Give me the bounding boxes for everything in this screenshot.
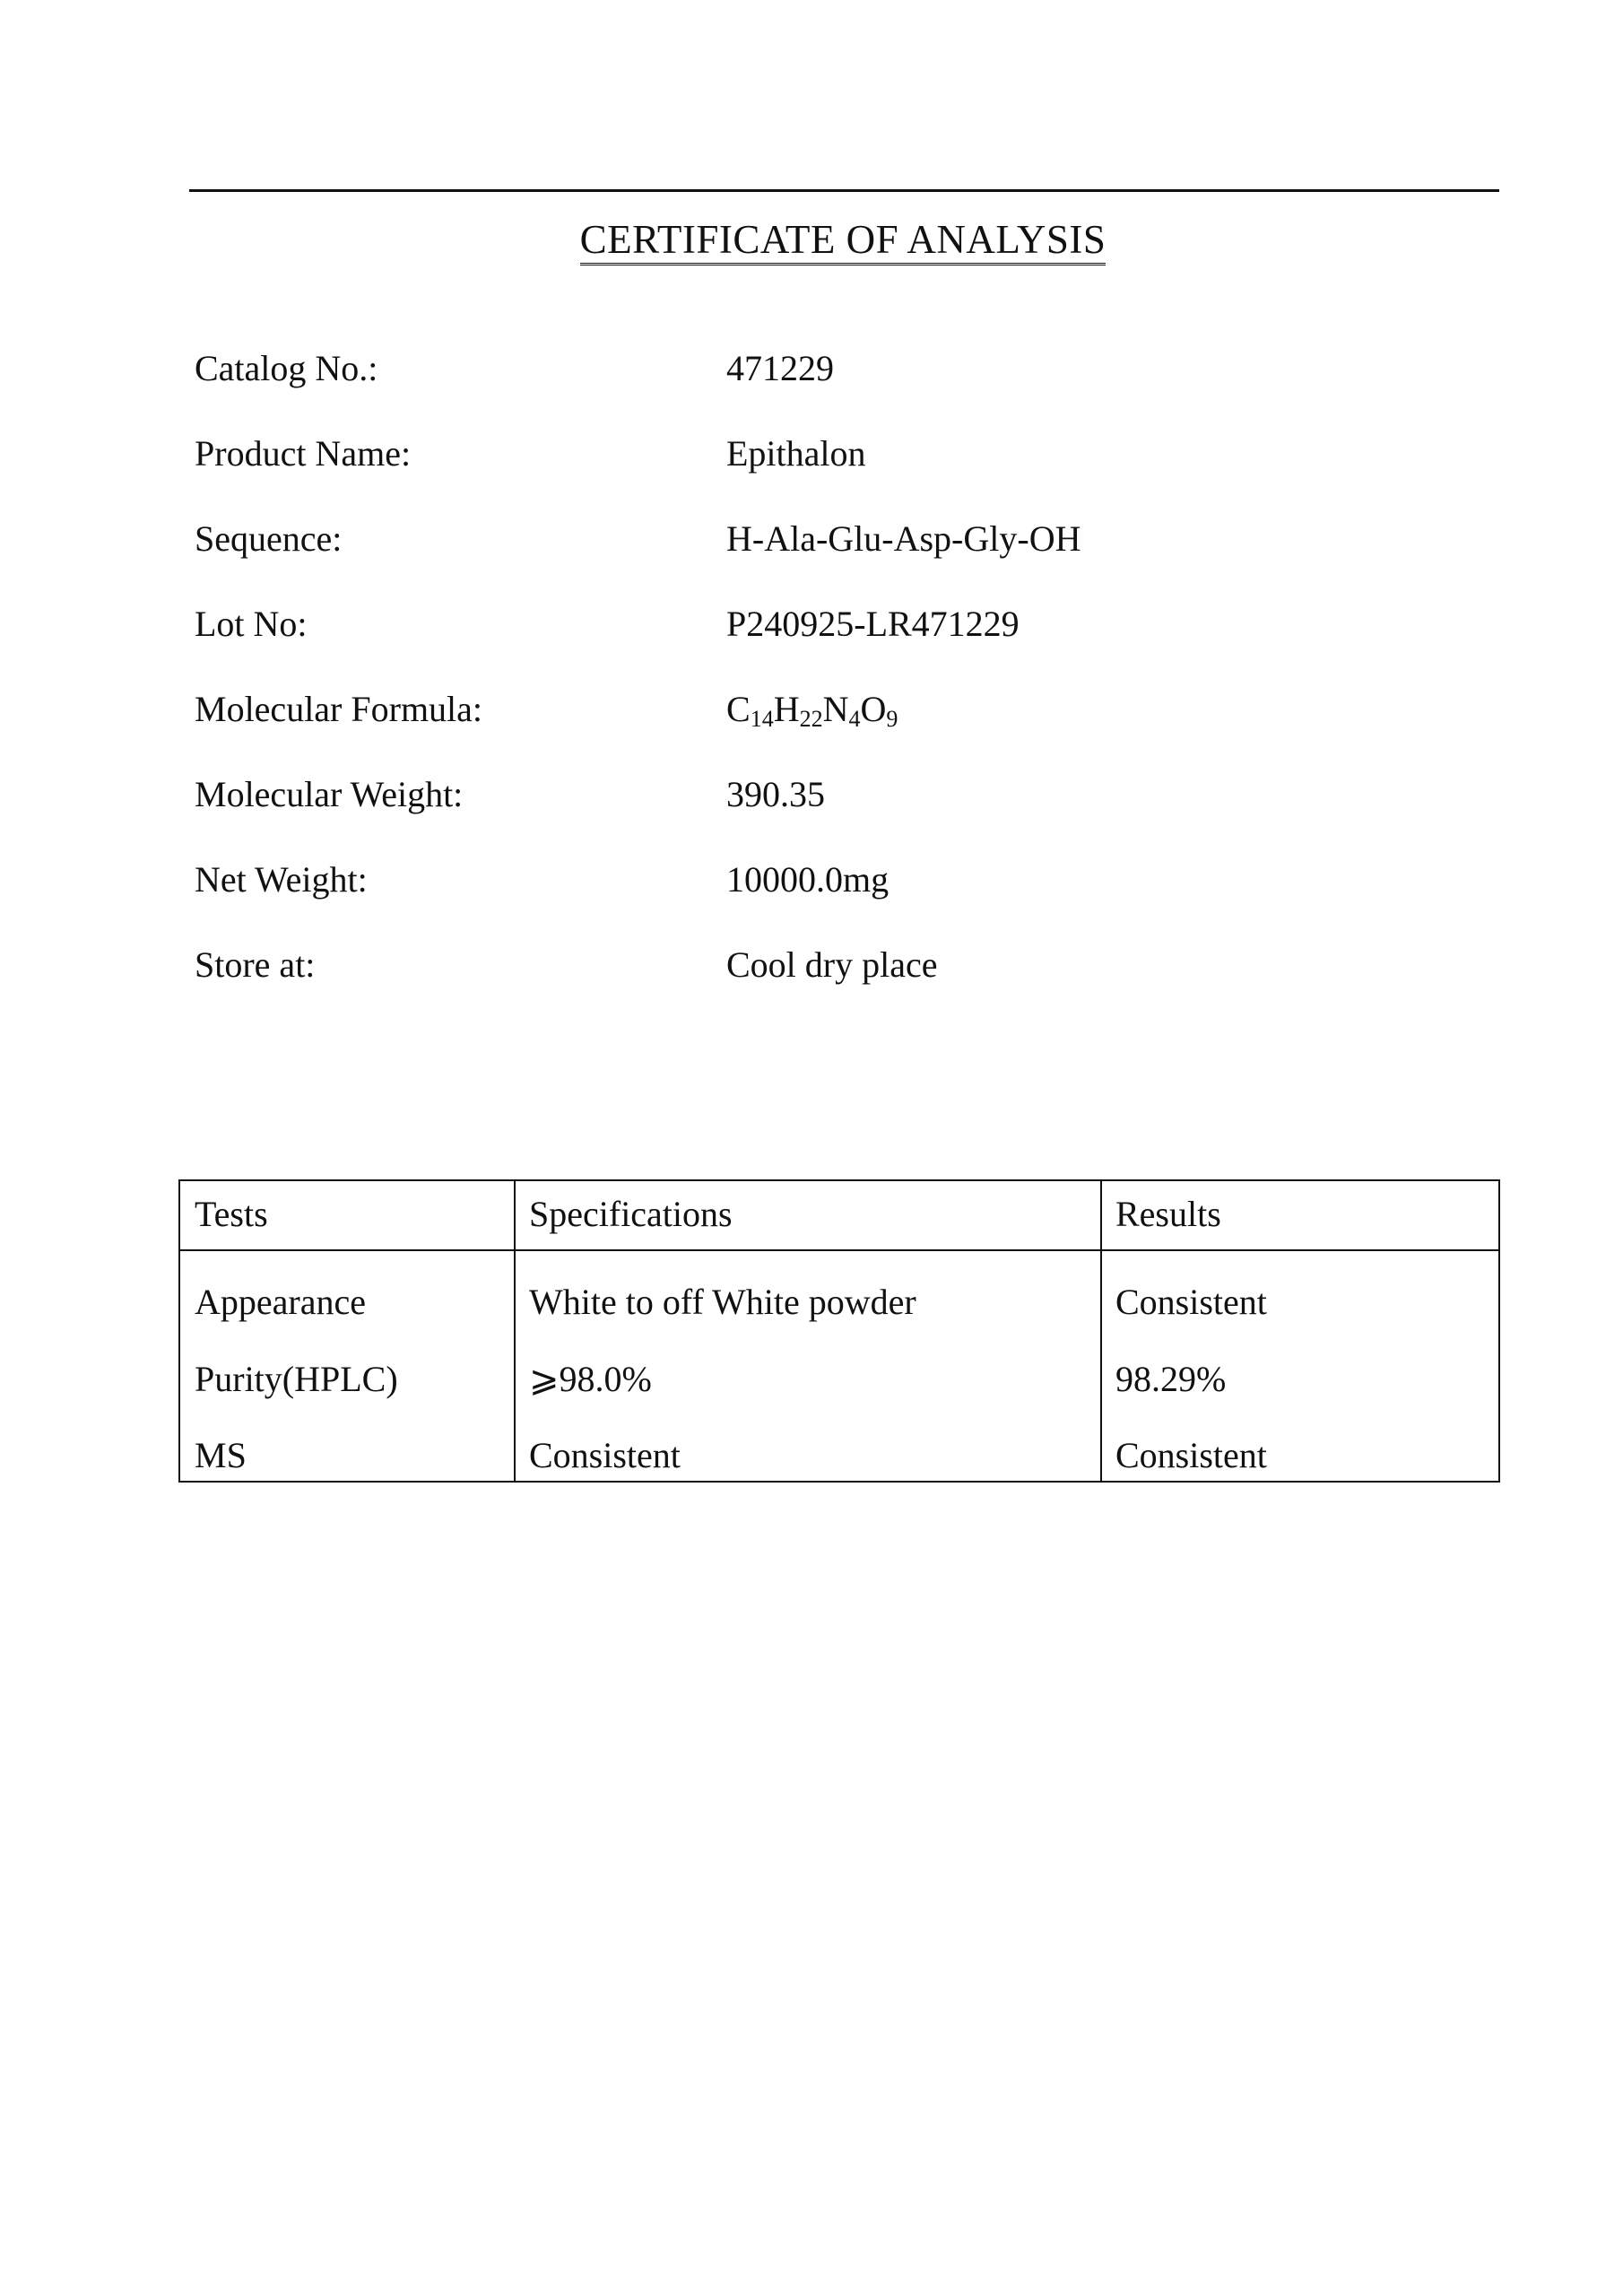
header-divider: [180, 1249, 1498, 1251]
row-appearance-result: Consistent: [1115, 1282, 1267, 1322]
catalog-label: Catalog No.:: [195, 348, 378, 388]
storage-label: Store at:: [195, 944, 316, 985]
header-specifications: Specifications: [529, 1194, 733, 1234]
catalog-value: 471229: [726, 348, 834, 388]
sequence-value: H-Ala-Glu-Asp-Gly-OH: [726, 518, 1081, 559]
info-row-net-weight: [0, 853, 1623, 907]
net-weight-label: Net Weight:: [195, 859, 368, 900]
info-row-product: [0, 427, 1623, 481]
row-purity-spec: ⩾98.0%: [529, 1359, 652, 1399]
document-title-text: CERTIFICATE OF ANALYSIS: [580, 217, 1107, 265]
formula-o-count: 9: [886, 706, 898, 732]
top-rule: [189, 189, 1499, 192]
column-divider: [514, 1181, 516, 1481]
row-ms-test: MS: [195, 1435, 247, 1475]
formula-label: Molecular Formula:: [195, 689, 483, 729]
results-table: [178, 1179, 1500, 1483]
formula-h: H: [773, 689, 800, 729]
net-weight-value: 10000.0mg: [726, 859, 890, 900]
row-purity-result: 98.29%: [1115, 1359, 1227, 1399]
product-label: Product Name:: [195, 433, 412, 474]
formula-h-count: 22: [799, 706, 823, 732]
formula-o: O: [860, 689, 887, 729]
header-tests: Tests: [195, 1194, 268, 1234]
document-title: [0, 213, 1623, 266]
info-row-storage: [0, 938, 1623, 992]
info-row-lot: [0, 597, 1623, 651]
weight-value: 390.35: [726, 774, 825, 814]
storage-value: Cool dry place: [726, 944, 938, 985]
row-appearance-spec: White to off White powder: [529, 1282, 916, 1322]
column-divider: [1100, 1181, 1102, 1481]
info-row-catalog: [0, 342, 1623, 396]
formula-n-count: 4: [848, 706, 861, 732]
row-ms-spec: Consistent: [529, 1435, 681, 1475]
lot-value: P240925-LR471229: [726, 604, 1020, 644]
info-row-sequence: [0, 512, 1623, 566]
lot-label: Lot No:: [195, 604, 308, 644]
sequence-label: Sequence:: [195, 518, 343, 559]
formula-value: [726, 683, 898, 736]
formula-c-count: 14: [750, 706, 774, 732]
formula-n: N: [822, 689, 849, 729]
info-row-weight: [0, 768, 1623, 822]
product-value: Epithalon: [726, 433, 866, 474]
info-row-formula: [0, 683, 1623, 736]
formula-c: C: [726, 689, 751, 729]
row-ms-result: Consistent: [1115, 1435, 1267, 1475]
row-appearance-test: Appearance: [195, 1282, 366, 1322]
header-results: Results: [1115, 1194, 1221, 1234]
weight-label: Molecular Weight:: [195, 774, 464, 814]
row-purity-test: Purity(HPLC): [195, 1359, 398, 1399]
